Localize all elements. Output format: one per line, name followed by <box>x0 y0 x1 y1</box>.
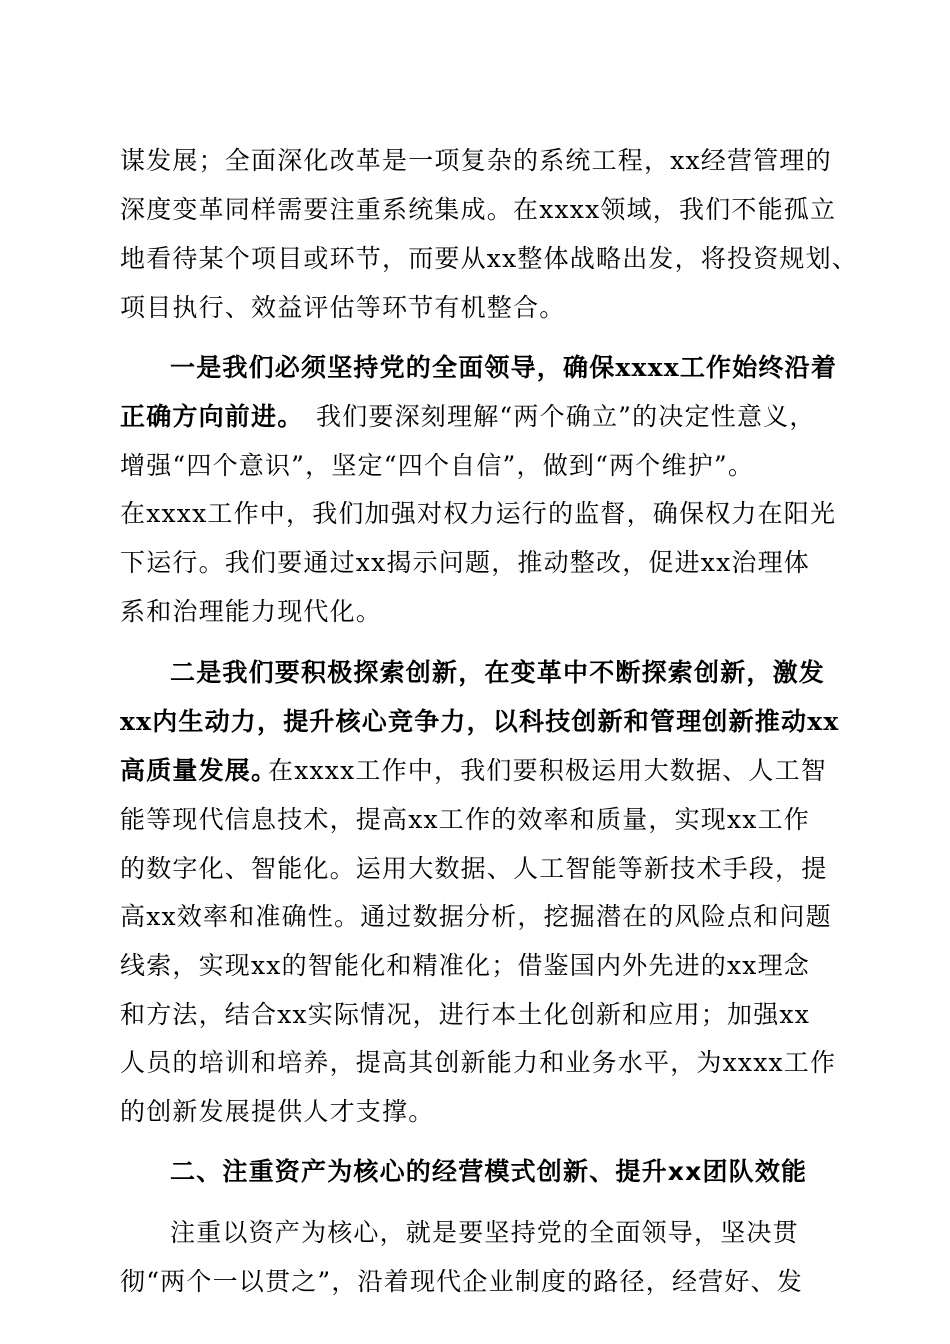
text-line: 在xxxx工作中，我们加强对权力运行的监督，确保权力在阳光 <box>120 499 837 528</box>
text-line: 项目执行、效益评估等环节有机整合。 <box>120 293 566 322</box>
text-line: 正确方向前进。 <box>120 402 304 431</box>
text-line: 一是我们必须坚持党的全面领导，确保xxxx工作始终沿着 <box>170 353 838 382</box>
text-line: 二是我们要积极探索创新，在变革中不断探索创新，激发 <box>170 658 826 687</box>
text-line: 我们要深刻理解“两个确立”的决定性意义， <box>316 402 816 431</box>
text-line: 深度变革同样需要注重系统集成。在xxxx领域，我们不能孤立 <box>120 195 837 224</box>
text-line: 和方法，结合xx实际情况，进行本土化创新和应用；加强xx <box>120 1000 810 1029</box>
text-line: 的数字化、智能化。运用大数据、人工智能等新技术手段，提 <box>120 854 828 883</box>
text-line: 谋发展；全面深化改革是一项复杂的系统工程，xx经营管理的 <box>120 146 832 175</box>
text-line: 能等现代信息技术，提高xx工作的效率和质量，实现xx工作 <box>120 805 810 834</box>
text-line: 的创新发展提供人才支撑。 <box>120 1097 435 1126</box>
text-line: 在xxxx工作中，我们要积极运用大数据、人工智 <box>268 756 827 785</box>
text-line: 彻“两个一以贯之”，沿着现代企业制度的路径，经营好、发 <box>120 1267 803 1296</box>
text-line: 增强“四个意识”，坚定“四个自信”，做到“两个维护”。 <box>120 451 755 480</box>
text-line: 人员的培训和培养，提高其创新能力和业务水平，为xxxx工作 <box>120 1048 837 1077</box>
section-heading: 二、注重资产为核心的经营模式创新、提升xx团队效能 <box>170 1157 808 1186</box>
text-line: 高质量发展。 <box>120 756 278 785</box>
text-line: 地看待某个项目或环节，而要从xx整体战略出发，将投资规划、 <box>120 244 859 273</box>
text-line: 下运行。我们要通过xx揭示问题，推动整改，促进xx治理体 <box>120 548 810 577</box>
text-line: 高xx效率和准确性。通过数据分析，挖掘潜在的风险点和问题 <box>120 902 832 931</box>
text-line: xx内生动力，提升核心竞争力，以科技创新和管理创新推动xx <box>120 707 840 736</box>
text-line: 注重以资产为核心，就是要坚持党的全面领导，坚决贯 <box>170 1218 799 1247</box>
text-line: 线索，实现xx的智能化和精准化；借鉴国内外先进的xx理念 <box>120 951 810 980</box>
text-line: 系和治理能力现代化。 <box>120 597 383 626</box>
